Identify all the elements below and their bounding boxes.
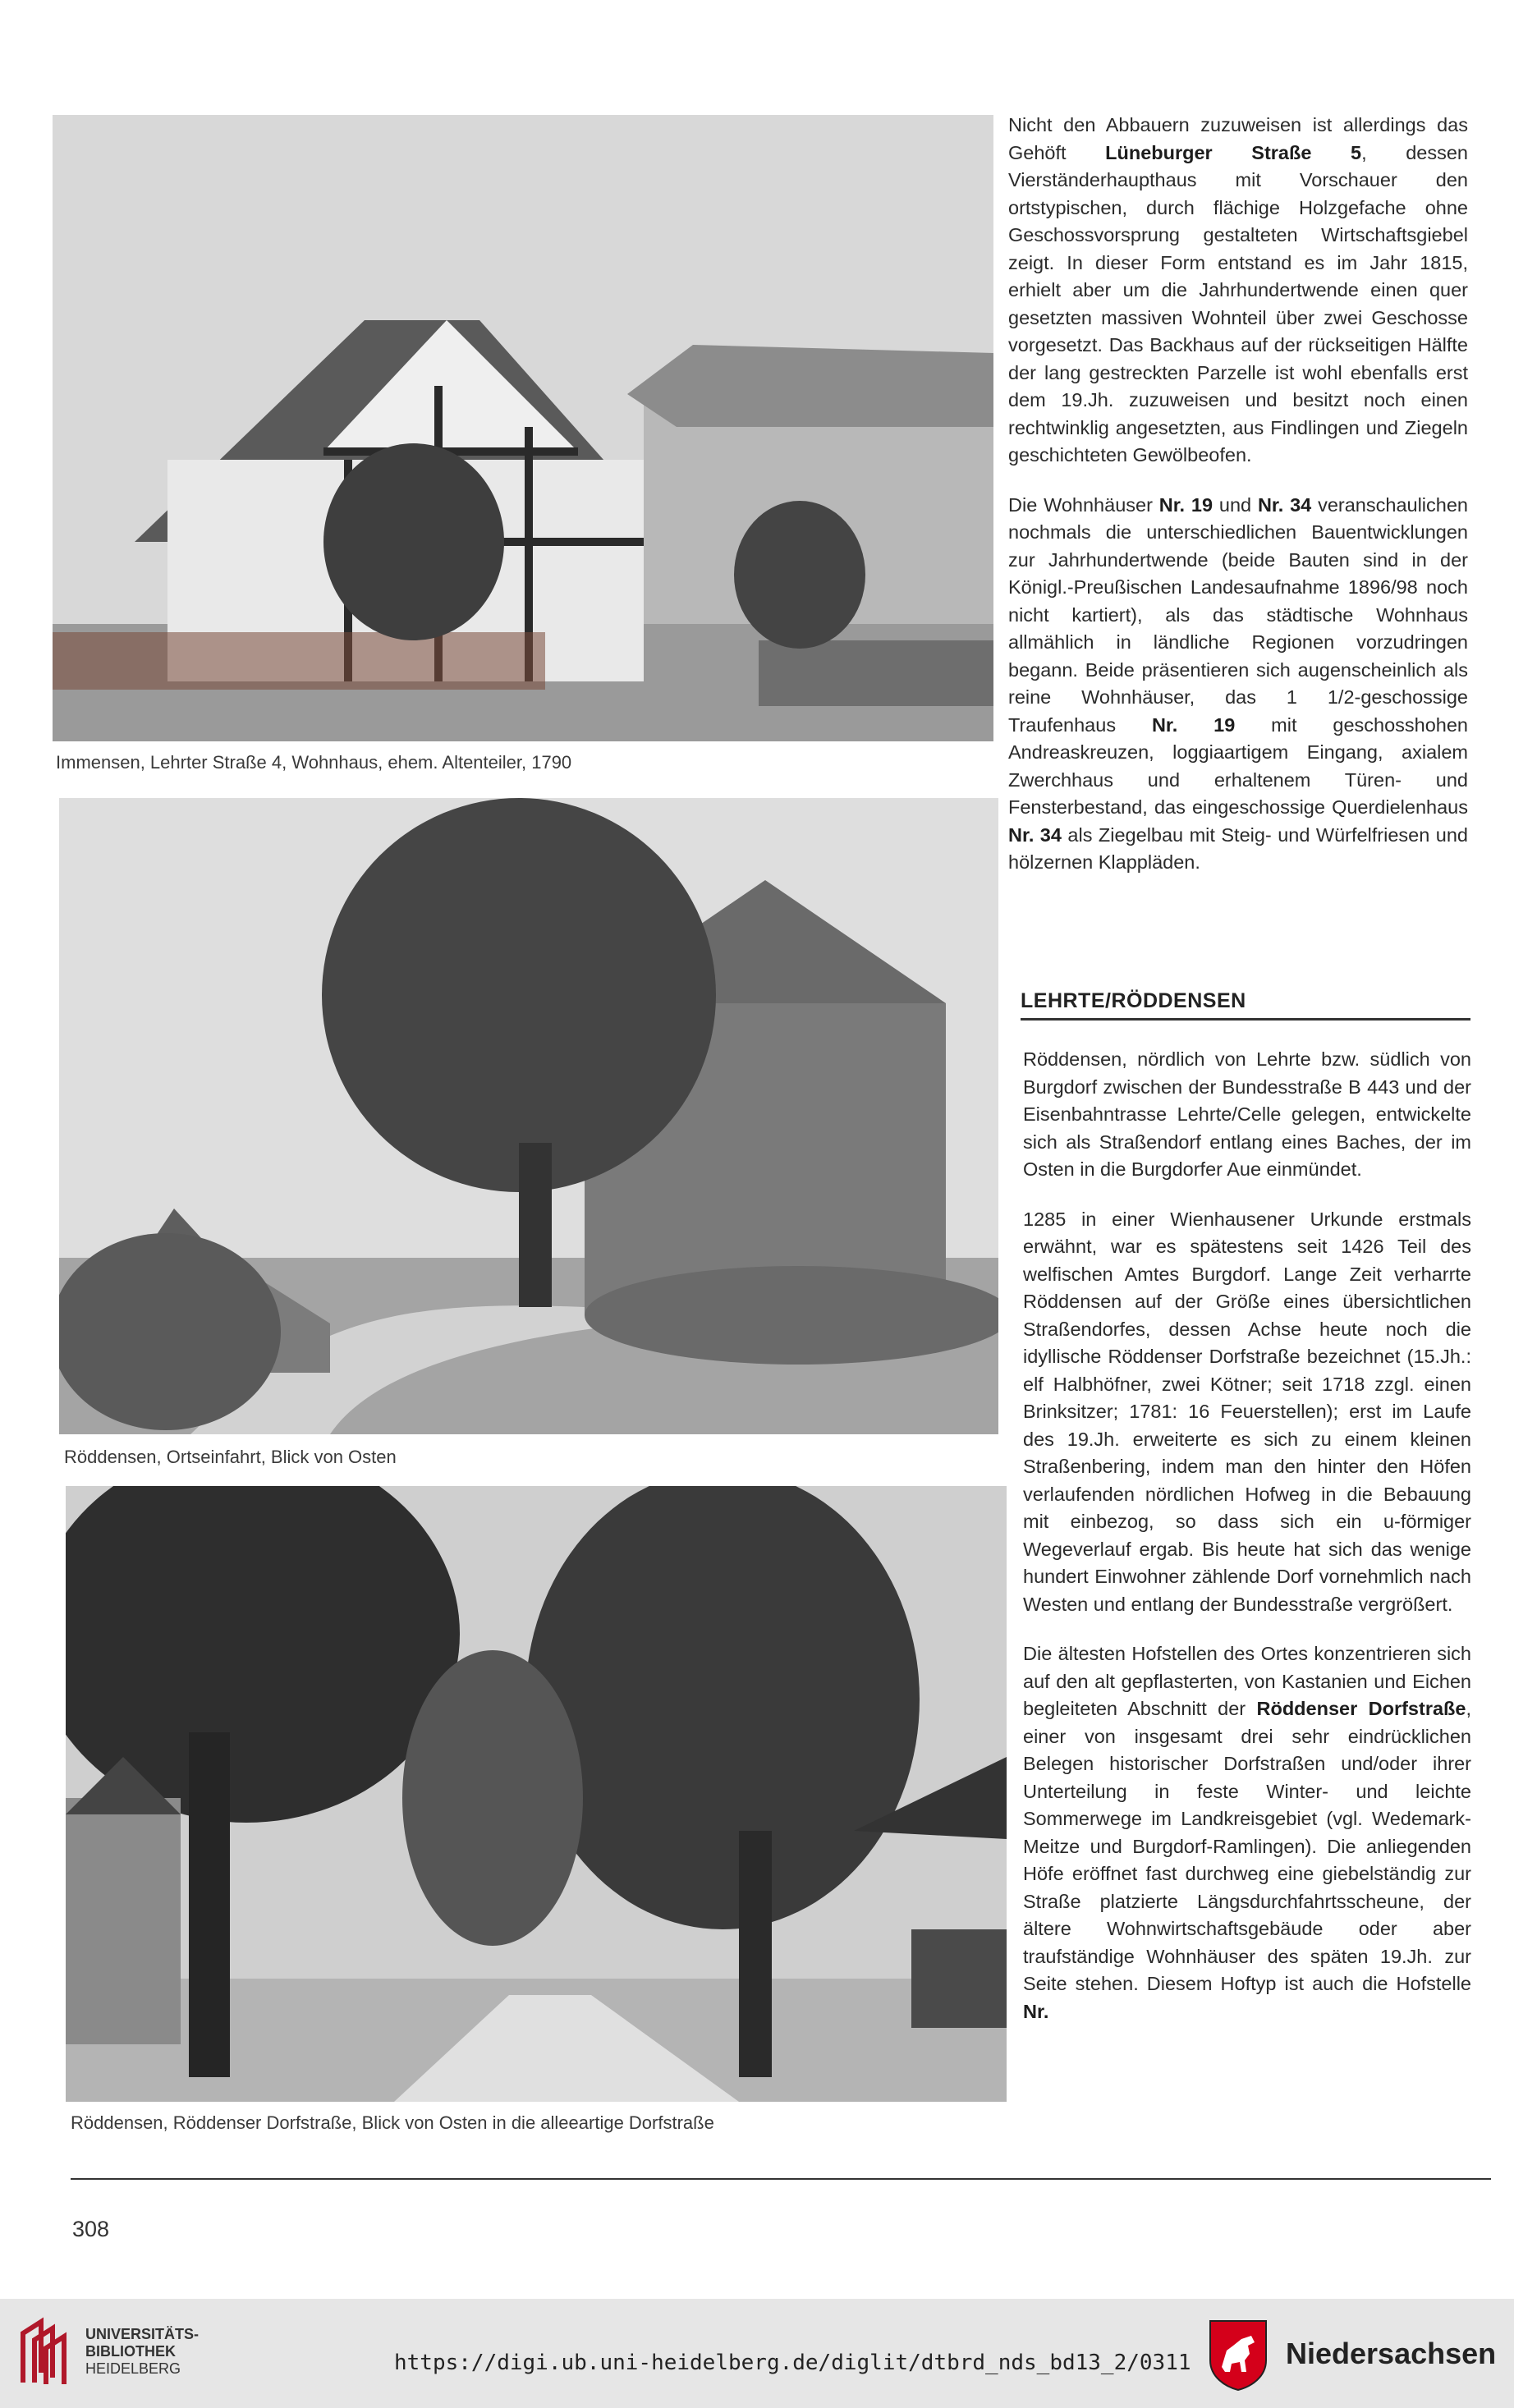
page-divider — [71, 2178, 1491, 2180]
paragraph: 1285 in einer Wienhausener Urkunde erstmals erwähnt, war es spätestens seit 1426 Teil des welfischen Amtes Burgdorf. Lange Zeit verharrte Röddensen auf der Größe eines übersichtlichen Straßendorfes, dessen Achse heute noch die idyllische Röddenser Dorfstraße bezeichnet (15.Jh.: elf Halbhöfner, zwei Kötner; seit 1718 zzgl. einen Brinksitzer; 1781: 16 Feuerstellen); erst im Laufe des 19.Jh. erweiterte es sich zu einem kleinen Straßenbering, indem man den hinter den Höfen verlaufenden nördlichen Hofweg in die Bebauung mit einbezog, so dass sich ein u-förmiger Wegeverlauf ergab. Bis heute hat sich das wenige hundert Einwohner zählende Dorf vornehmlich nach Westen und entlang der Bundesstraße vergrößert. — [1023, 1208, 1471, 1615]
document-url[interactable]: https://digi.ub.uni-heidelberg.de/diglit/dtbrd_nds_bd13_2/0311 — [394, 2351, 1191, 2375]
paragraph: Die Wohnhäuser Nr. 19 und Nr. 34 veranschaulichen nochmals die unterschiedlichen Bauentwicklungen zur Jahrhundertwende (beide Bauten sind in der Königl.-Preußischen Landesaufnahme 1896/98 noch nicht kartiert), als das städtische Wohnhaus allmählich in ländliche Regionen vorzudringen begann. Beide präsentieren sich augenscheinlich als reine Wohnhäuser, das 1 1/2-geschossige Traufenhaus Nr. 19 mit geschosshohen Andreaskreuzen, loggiaartigem Eingang, axialem Zwerchhaus und erhaltenem Türen- und Fensterbestand, das eingeschossige Querdielenhaus Nr. 34 als Ziegelbau mit Steig- und Würfelfriesen und hölzernen Klappläden. — [1008, 493, 1468, 873]
niedersachsen-horse-icon — [1205, 2318, 1271, 2392]
address-highlight: Nr. 19 — [1158, 493, 1213, 516]
photo-caption: Röddensen, Röddenser Dorfstraße, Blick von Osten in die alleeartige Dorfstraße — [71, 2112, 714, 2133]
address-highlight: Nr. 34 — [1008, 823, 1062, 846]
street-highlight: Röddenser Dorfstraße — [1256, 1698, 1466, 1719]
paragraph: Nicht den Abbauern zuzuweisen ist allerdings das Gehöft Lüneburger Straße 5, dessen Vierständerhaupthaus mit Vorschauer den ortstypischen, durch flächige Holzgefache ohne Geschossvorsprung gestalteten Wirtschaftsgiebel zeigt. In dieser Form entstand es im Jahr 1815, erhielt aber um die Jahrhundertwende einen quer gesetzten massiven Wohnteil über zwei Geschosse vorgesetzt. Das Backhaus auf der rückseitigen Hälfte der lang gestreckten Parzelle ist wohl ebenfalls erst dem 19.Jh. zuzuweisen und besitzt noch einen rechtwinklig angesetzten, aus Findlingen und Ziegeln geschichteten Gewölbeofen. — [1008, 114, 1468, 466]
address-highlight: Nr. 19 — [1151, 713, 1236, 736]
library-name: UNIVERSITÄTS- BIBLIOTHEK HEIDELBERG — [85, 2326, 200, 2377]
section-heading: LEHRTE/RÖDDENSEN — [1021, 989, 1470, 1021]
paragraph: Röddensen, nördlich von Lehrte bzw. südlich von Burgdorf zwischen der Bundesstraße B 443 und der Eisenbahntrasse Lehrte/Celle gelegen, entwickelte sich als Straßendorf entlang eines Baches, der im Osten in die Burgdorfer Aue einmündet. — [1023, 1048, 1471, 1180]
address-highlight: Nr. 34 — [1257, 493, 1312, 516]
photo-roeddensen-entrance — [59, 798, 998, 1434]
photo-caption: Immensen, Lehrter Straße 4, Wohnhaus, ehem. Altenteiler, 1790 — [56, 752, 572, 773]
address-highlight: Lüneburger Straße 5 — [1105, 141, 1362, 163]
ub-heidelberg-logo-icon — [16, 2315, 76, 2391]
address-highlight: Nr. — [1023, 2000, 1049, 2022]
page-number: 308 — [72, 2217, 110, 2241]
niedersachsen-label: Niedersachsen — [1286, 2337, 1497, 2370]
photo-immensen-house — [53, 115, 993, 741]
photo-caption: Röddensen, Ortseinfahrt, Blick von Osten — [64, 1447, 397, 1467]
text-block-top — [1008, 112, 1468, 877]
paragraph: Die ältesten Hofstellen des Ortes konzentrieren sich auf den alt gepflasterten, von Kastanien und Eichen begleiteten Abschnitt der Röddenser Dorfstraße, einer von insgesamt drei sehr eindrücklichen Belegen historischer Dorfstraßen und/oder ihrer Unterteilung in feste Winter- und leichte Sommerwege im Landkreisgebiet (vgl. Wedemark-Meitze und Burgdorf-Ramlingen). Die anliegenden Höfe eröffnet fast durchweg eine giebelständig zur Straße platzierte Längsdurchfahrtsscheune, der ältere Wohnwirtschaftsgebäude oder aber traufständige Wohnhäuser des späten 19.Jh. zur Seite stehen. Diesem Hoftyp ist auch die Hofstelle Nr. — [1023, 1643, 1471, 2022]
text-block-bottom — [1023, 1046, 1471, 2025]
photo-roeddenser-dorfstrasse — [66, 1486, 1007, 2102]
